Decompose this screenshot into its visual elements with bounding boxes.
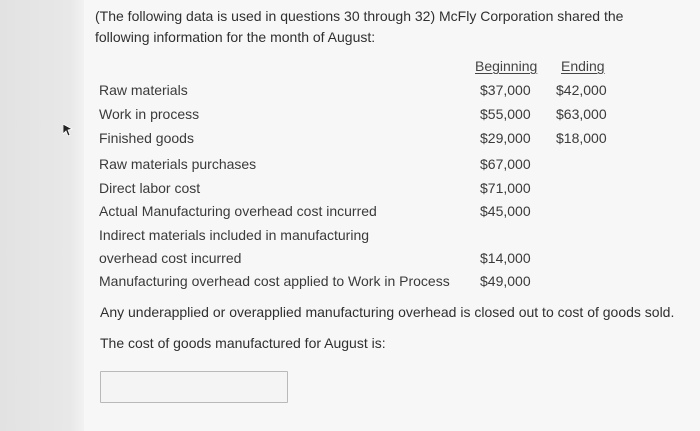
raw-materials-beginning: $37,000 — [480, 82, 531, 98]
column-header-ending: Ending — [561, 58, 605, 74]
finished-goods-beginning: $29,000 — [480, 130, 531, 146]
row-label-overhead-applied: Manufacturing overhead cost applied to Work in Process — [99, 273, 450, 289]
row-label-indirect-materials: Indirect materials included in manufacturing — [99, 227, 370, 243]
answer-input[interactable] — [100, 371, 288, 403]
row-label-finished-goods: Finished goods — [99, 130, 194, 146]
mouse-pointer-icon — [63, 124, 75, 136]
row-label-actual-overhead: Actual Manufacturing overhead cost incurred — [99, 203, 377, 219]
row-label-raw-materials-purchases: Raw materials purchases — [99, 156, 257, 172]
question-intro: (The following data is used in questions 30 through 32) McFly Corporation shared the following information for the month of August: — [95, 8, 624, 45]
row-label-direct-labor-cost: Direct labor cost — [99, 180, 201, 196]
row-label-work-in-process: Work in process — [99, 106, 200, 122]
finished-goods-ending: $18,000 — [556, 130, 607, 146]
question-prompt: The cost of goods manufactured for August is: — [100, 335, 386, 351]
work-in-process-beginning: $55,000 — [480, 106, 531, 122]
raw-materials-purchases-value: $67,000 — [480, 156, 531, 172]
overhead-closing-note: Any underapplied or overapplied manufacturing overhead is closed out to cost of goods sold. — [100, 304, 675, 320]
actual-overhead-value: $45,000 — [480, 203, 531, 219]
column-header-beginning: Beginning — [475, 58, 538, 74]
indirect-materials-overhead-value: $14,000 — [480, 250, 531, 266]
row-label-raw-materials: Raw materials — [99, 82, 188, 98]
work-in-process-ending: $63,000 — [556, 106, 607, 122]
direct-labor-cost-value: $71,000 — [480, 180, 531, 196]
raw-materials-ending: $42,000 — [556, 82, 607, 98]
row-label-overhead-cost-incurred: overhead cost incurred — [99, 250, 242, 266]
overhead-applied-value: $49,000 — [480, 273, 531, 289]
